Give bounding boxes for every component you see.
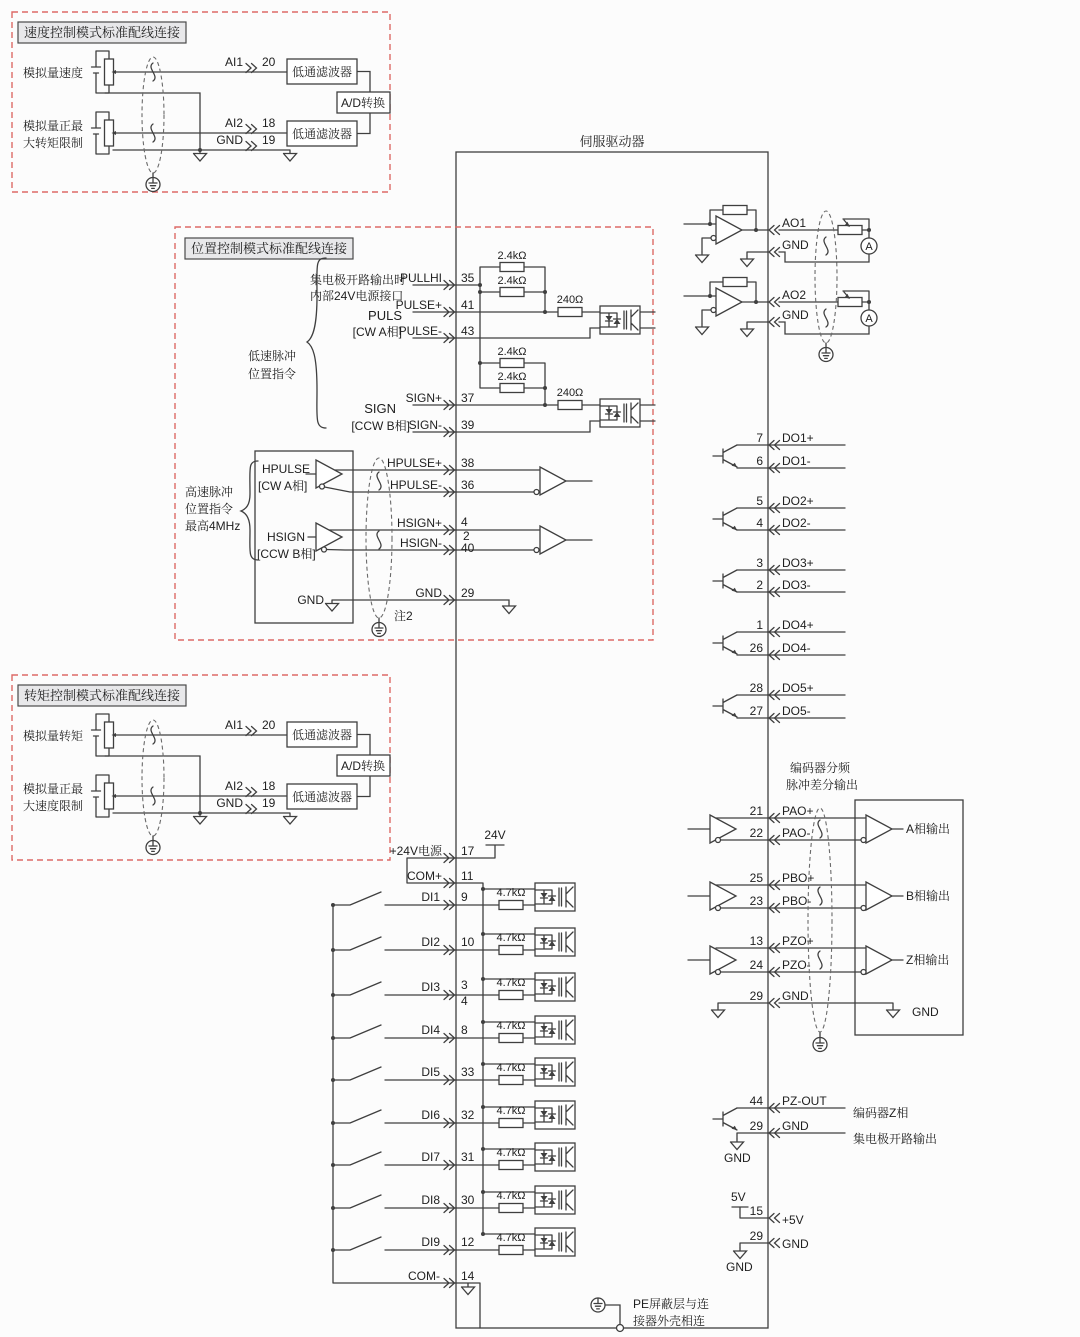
hpulse-phase: [CW A相] (258, 479, 308, 493)
transistor-icon (713, 632, 737, 654)
pin-pz-out: 44 (749, 1094, 763, 1108)
pin-label-ai1: AI1 (224, 55, 243, 69)
ground-icon (284, 814, 297, 825)
di-row-di9 (331, 1228, 575, 1256)
r47-label: 4.7kΩ (496, 1147, 526, 1159)
pin-pzo-p: 13 (749, 934, 763, 948)
di-row-di4 (331, 1016, 575, 1044)
pin-do2p: 5 (756, 494, 763, 508)
invert-bubble-icon (711, 236, 716, 241)
meter-label: A (865, 313, 873, 325)
ad-box: A/D转换 (340, 96, 386, 110)
pe-note2: 接器外壳相连 (633, 1314, 706, 1328)
pin-label-hpulse-n: HPULSE- (389, 478, 442, 492)
pin-hsign-n: 40 (461, 541, 475, 555)
pin-label-di1: DI1 (421, 890, 440, 904)
pin-pzo-n: 24 (749, 958, 763, 972)
pz-note1: 编码器Z相 (853, 1106, 909, 1120)
potentiometer-icon (838, 298, 862, 307)
pin-gnd29: 29 (461, 586, 475, 600)
di-wiring (333, 845, 504, 1328)
encoder-gnd-label: GND (912, 1005, 939, 1019)
pin-di7: 31 (461, 1150, 475, 1164)
receiver-triangle-icon (866, 882, 892, 910)
pin-ai2: 18 (262, 116, 276, 130)
r47-label: 4.7kΩ (496, 932, 526, 944)
pin-com-p: 11 (461, 869, 474, 883)
pin-do5n: 27 (749, 704, 763, 718)
pin-do1p: 7 (756, 431, 763, 445)
pin-hsign-p-a: 4 (461, 515, 468, 529)
resistor-icon (558, 308, 582, 317)
pin-do3n: 2 (756, 578, 763, 592)
sign-phase: [CCW B相] (351, 419, 410, 433)
transistor-icon (713, 508, 737, 530)
pin-hpulse-p: 38 (461, 456, 475, 470)
analog-source-icon (92, 51, 117, 93)
pin-label-pao-p: PAO+ (782, 804, 814, 818)
torque-input2-label2: 大速度限制 (23, 799, 84, 813)
earth-icon (372, 623, 386, 637)
high-speed1: 高速脉冲 (185, 485, 234, 499)
pin-label-do4p: DO4+ (782, 618, 814, 632)
pin-label-sign-p: SIGN+ (405, 391, 442, 405)
ground-icon (741, 256, 754, 267)
pin-label-di4: DI4 (421, 1023, 440, 1037)
di-row-di3 (331, 973, 575, 1008)
note2-ref: 注2 (394, 609, 413, 623)
ground-icon (731, 1139, 744, 1150)
pin-do4n: 26 (749, 641, 763, 655)
pin-pulse-n: 43 (461, 324, 475, 338)
pin-do4p: 1 (756, 618, 763, 632)
pe-earth-icon (591, 1298, 605, 1312)
pin-label-com-n: COM- (408, 1269, 440, 1283)
torque-input2-label: 模拟量正最 (23, 782, 84, 796)
ground-icon (326, 601, 339, 612)
phase-z-output: Z相输出 (906, 953, 950, 967)
transistor-icon (713, 445, 737, 467)
receiver-triangle-icon (540, 526, 566, 554)
pin-label-do5n: DO5- (782, 704, 811, 718)
pin-5v-gnd: 29 (749, 1229, 763, 1243)
optocoupler-icon (535, 1186, 575, 1214)
resistor-icon (500, 288, 524, 297)
pin-hpulse-n: 36 (461, 478, 475, 492)
pin-pbo-p: 25 (749, 871, 763, 885)
optocoupler-icon (535, 1228, 575, 1256)
torque-mode-section (12, 675, 390, 860)
twist-icon (377, 472, 381, 490)
analog-source-icon (92, 714, 117, 756)
receiver-triangle-icon (866, 815, 892, 843)
pin-di3-a: 3 (461, 978, 468, 992)
speed-input2-label: 模拟量正最 (23, 119, 84, 133)
pin-do3p: 3 (756, 556, 763, 570)
pin-label-pulse-p: PULSE+ (395, 298, 442, 312)
driver-triangle-icon (710, 815, 736, 843)
encoder-wiring (688, 818, 903, 1037)
pz-section (713, 1094, 937, 1274)
optocoupler-icon (535, 1101, 575, 1129)
hsign-phase: [CCW B相] (257, 547, 316, 561)
invert-bubble-icon (534, 490, 539, 495)
pin-arrow-icon (769, 318, 780, 327)
ground-icon (194, 814, 207, 825)
di-row-di1 (331, 883, 575, 911)
optocoupler-icon (535, 973, 575, 1001)
receiver-triangle-icon (866, 946, 892, 974)
ground-icon (284, 151, 297, 162)
earth-icon (819, 348, 833, 362)
hpulse-label: HPULSE (262, 462, 311, 476)
pin-hsign-p-b: 2 (463, 529, 470, 543)
meter-label: A (865, 241, 873, 253)
pin-ai1: 20 (262, 55, 276, 69)
pin-label-di2: DI2 (421, 935, 440, 949)
pin-5v: 15 (749, 1204, 763, 1218)
di-row-di5 (331, 1058, 575, 1086)
pin-label-ai2: AI2 (224, 116, 243, 130)
pin-com-n: 14 (461, 1269, 475, 1283)
analog-source-icon (92, 112, 117, 154)
high-speed2: 位置指令 (185, 502, 234, 516)
pin-label-ai1: AI1 (224, 718, 243, 732)
pin-label-pullhi: PULLHI (399, 271, 442, 285)
pin-24v: 17 (461, 844, 475, 858)
resistor-icon (500, 384, 524, 393)
pin-label-do3n: DO3- (782, 578, 811, 592)
analog-source-icon (92, 775, 117, 817)
torque-title: 转矩控制模式标准配线连接 (23, 688, 181, 703)
speed-input2-label2: 大转矩限制 (23, 136, 84, 150)
pin-pullhi: 35 (461, 271, 475, 285)
shield-cable-icon (808, 808, 832, 1032)
pin-label-sign-n: SIGN- (408, 418, 442, 432)
pin-label-gnd29: GND (415, 586, 442, 600)
ground-icon (712, 1007, 725, 1018)
pin-di1: 9 (461, 890, 468, 904)
r47-label: 4.7kΩ (496, 1062, 526, 1074)
opamp-icon (716, 288, 742, 316)
v5-label: 5V (731, 1190, 746, 1204)
optocoupler-icon (535, 1016, 575, 1044)
puls-phase: [CW A相] (352, 325, 402, 339)
resistor-icon (558, 401, 582, 410)
phase-a-output: A相输出 (906, 822, 951, 836)
speed-title: 速度控制模式标准配线连接 (23, 25, 181, 40)
pin-label-pz-out: PZ-OUT (782, 1094, 827, 1108)
invert-bubble-icon (322, 547, 327, 552)
pin-label-gnd: GND (216, 133, 243, 147)
pin-label-di8: DI8 (421, 1193, 440, 1207)
twist-icon (824, 309, 828, 327)
pz-note2: 集电极开路输出 (853, 1132, 938, 1146)
transistor-icon (713, 1108, 737, 1130)
pin-do5p: 28 (749, 681, 763, 695)
shield-cable-icon (815, 211, 837, 343)
shield-cable-icon (142, 57, 164, 173)
pin-di6: 32 (461, 1108, 475, 1122)
di-row-di7 (331, 1143, 575, 1171)
pin-sign-n: 39 (461, 418, 475, 432)
di-row-di8 (331, 1186, 575, 1214)
position-mode-section (175, 227, 655, 640)
ground-icon (462, 1284, 475, 1295)
pin-label-di3: DI3 (421, 980, 440, 994)
earth-icon (813, 1038, 827, 1052)
optocoupler-icon (535, 1143, 575, 1171)
optocoupler-icon (535, 928, 575, 956)
pin-label-do5p: DO5+ (782, 681, 814, 695)
pin-label-di7: DI7 (421, 1150, 440, 1164)
pin-pulse-p: 41 (461, 298, 475, 312)
pin-arrow-icon (769, 226, 780, 235)
di-row-di2 (331, 928, 575, 956)
pin-di2: 10 (461, 935, 475, 949)
r47-label: 4.7kΩ (496, 977, 526, 989)
position-title: 位置控制模式标准配线连接 (190, 241, 348, 256)
pin-pao-n: 22 (749, 826, 763, 840)
sign-label: SIGN (364, 401, 396, 416)
pin-label-ao2-gnd: GND (782, 308, 809, 322)
driver-triangle-icon (316, 460, 342, 488)
pin-label-do1n: DO1- (782, 454, 811, 468)
r47-label: 4.7kΩ (496, 1020, 526, 1032)
pz-gnd2-text: GND (726, 1260, 753, 1274)
speed-mode-section (12, 12, 390, 192)
r24k-label: 2.4kΩ (497, 250, 527, 262)
pin-do1n: 6 (756, 454, 763, 468)
ground-icon (696, 252, 709, 263)
ground-icon (696, 324, 709, 335)
pin-ai1: 20 (262, 718, 276, 732)
pin-label-di6: DI6 (421, 1108, 440, 1122)
pin-do2n: 4 (756, 516, 763, 530)
lpf-box: 低通滤波器 (291, 728, 353, 742)
gnd-label: GND (297, 593, 324, 607)
puls-label: PULS (368, 308, 402, 323)
earth-icon (146, 841, 160, 855)
pz-gnd-text: GND (724, 1151, 751, 1165)
pin-label-pulse-n: PULSE- (398, 324, 442, 338)
pin-label-do3p: DO3+ (782, 556, 814, 570)
potentiometer-icon (838, 226, 862, 235)
r47-label: 4.7kΩ (496, 887, 526, 899)
pin-label-hpulse-p: HPULSE+ (386, 456, 442, 470)
driver-triangle-icon (710, 882, 736, 910)
pe-note1: PE屏蔽层与连 (633, 1297, 710, 1311)
encoder-title2: 脉冲差分输出 (786, 778, 859, 792)
pin-ai2: 18 (262, 779, 276, 793)
torque-input1-label: 模拟量转矩 (23, 729, 84, 743)
pin-pao-p: 21 (749, 804, 763, 818)
pin-arrow-icon (769, 248, 780, 257)
r47-label: 4.7kΩ (496, 1190, 526, 1202)
pin-label-pao-n: PAO- (782, 826, 811, 840)
pin-arrow-icon (769, 298, 780, 307)
v24-label: 24V (484, 828, 506, 842)
pin-gnd: 19 (262, 133, 276, 147)
di-row-di6 (331, 1101, 575, 1129)
pin-label-ai2: AI2 (224, 779, 243, 793)
pin-label-gnd: GND (216, 796, 243, 810)
pin-di4: 8 (461, 1023, 468, 1037)
ao-section (684, 206, 877, 362)
pin-label-pbo-n: PBO- (782, 894, 812, 908)
pin-arrow-icon (246, 805, 257, 814)
ground-icon (741, 326, 754, 337)
pin-label-pzo-n: PZO- (782, 958, 811, 972)
driver-title: 伺服驱动器 (579, 134, 645, 149)
pin-label-do4n: DO4- (782, 641, 811, 655)
resistor-icon (500, 359, 524, 368)
phase-b-output: B相输出 (906, 889, 951, 903)
pin-arrow-icon (246, 142, 257, 151)
pe-section (591, 1296, 709, 1332)
pin-label-pbo-p: PBO+ (782, 871, 815, 885)
encoder-section (688, 760, 963, 1052)
resistor-icon (500, 263, 524, 272)
optocoupler-icon (600, 306, 640, 334)
feedback-resistor-icon (723, 206, 747, 215)
pin-label-do2p: DO2+ (782, 494, 814, 508)
driver-triangle-icon (316, 523, 342, 551)
pin-label-5v-gnd: GND (782, 1237, 809, 1251)
pin-label-hsign-p: HSIGN+ (396, 516, 442, 530)
pin-label-enc-gnd: GND (782, 989, 809, 1003)
receiver-triangle-icon (540, 467, 566, 495)
earth-icon (146, 178, 160, 192)
ground-icon (887, 1007, 900, 1018)
shield-cable-icon (142, 720, 164, 836)
optocoupler-icon (535, 883, 575, 911)
pin-label-ao2: AO2 (782, 288, 807, 302)
r24k-label: 2.4kΩ (497, 346, 527, 358)
optocoupler-icon (600, 399, 640, 427)
ground-icon (503, 603, 516, 614)
pin-label-24v: +24V电源 (389, 844, 442, 858)
encoder-title1: 编码器分频 (790, 761, 851, 775)
pin-pz-gnd: 29 (749, 1119, 763, 1133)
ground-icon (194, 151, 207, 162)
feedback-resistor-icon (723, 278, 747, 287)
ad-box: A/D转换 (340, 759, 386, 773)
r24k-label: 2.4kΩ (497, 371, 527, 383)
pin-label-5v: +5V (782, 1213, 804, 1227)
twist-icon (377, 531, 381, 549)
hsign-label: HSIGN (267, 530, 306, 544)
pin-di9: 12 (461, 1235, 475, 1249)
pin-enc-gnd: 29 (749, 989, 763, 1003)
pin-arrow-icon (246, 788, 257, 797)
do-section (713, 431, 845, 723)
twist-icon (824, 237, 828, 255)
lpf-box: 低通滤波器 (291, 65, 353, 79)
invert-bubble-icon (320, 484, 325, 489)
lpf-box2: 低通滤波器 (291, 790, 353, 804)
driver-triangle-icon (710, 946, 736, 974)
pin-sign-p: 37 (461, 391, 475, 405)
pin-pbo-n: 23 (749, 894, 763, 908)
pin-label-pzo-p: PZO+ (782, 934, 814, 948)
speed-input1-label: 模拟量速度 (23, 66, 84, 80)
high-speed3: 最高4MHz (185, 519, 241, 533)
r47-label: 4.7kΩ (496, 1105, 526, 1117)
ground-icon (734, 1248, 747, 1259)
opamp-icon (716, 216, 742, 244)
transistor-icon (713, 570, 737, 592)
pin-di3-b: 4 (461, 994, 468, 1008)
pe-node-icon (617, 1325, 624, 1332)
pin-arrow-icon (246, 125, 257, 134)
r47-label: 4.7kΩ (496, 1232, 526, 1244)
pin-label-ao1-gnd: GND (782, 238, 809, 252)
collector-note1: 集电极开路输出时 (310, 273, 407, 287)
invert-bubble-icon (711, 308, 716, 313)
r240-label: 240Ω (556, 294, 584, 306)
pin-label-di5: DI5 (421, 1065, 440, 1079)
pin-gnd: 19 (262, 796, 276, 810)
pin-arrow-icon (246, 727, 257, 736)
r240-label: 240Ω (556, 387, 584, 399)
pin-label-di9: DI9 (421, 1235, 440, 1249)
invert-bubble-icon (534, 548, 539, 553)
pin-di5: 33 (461, 1065, 475, 1079)
low-speed1: 低速脉冲 (248, 349, 297, 363)
pin-label-pz-gnd: GND (782, 1119, 809, 1133)
r24k-label: 2.4kΩ (497, 275, 527, 287)
pin-label-ao1: AO1 (782, 216, 807, 230)
pin-label-com-p: COM+ (406, 869, 442, 883)
pin-arrow-icon (246, 64, 257, 73)
di-section (331, 828, 575, 1328)
pin-di8: 30 (461, 1193, 475, 1207)
collector-note2: 内部24V电源接口 (310, 289, 404, 303)
lpf-box2: 低通滤波器 (291, 127, 353, 141)
pin-label-hsign-n: HSIGN- (400, 536, 442, 550)
low-speed2: 位置指令 (248, 367, 297, 381)
pin-label-do2n: DO2- (782, 516, 811, 530)
optocoupler-icon (535, 1058, 575, 1086)
transistor-icon (713, 695, 737, 717)
pin-label-do1p: DO1+ (782, 431, 814, 445)
